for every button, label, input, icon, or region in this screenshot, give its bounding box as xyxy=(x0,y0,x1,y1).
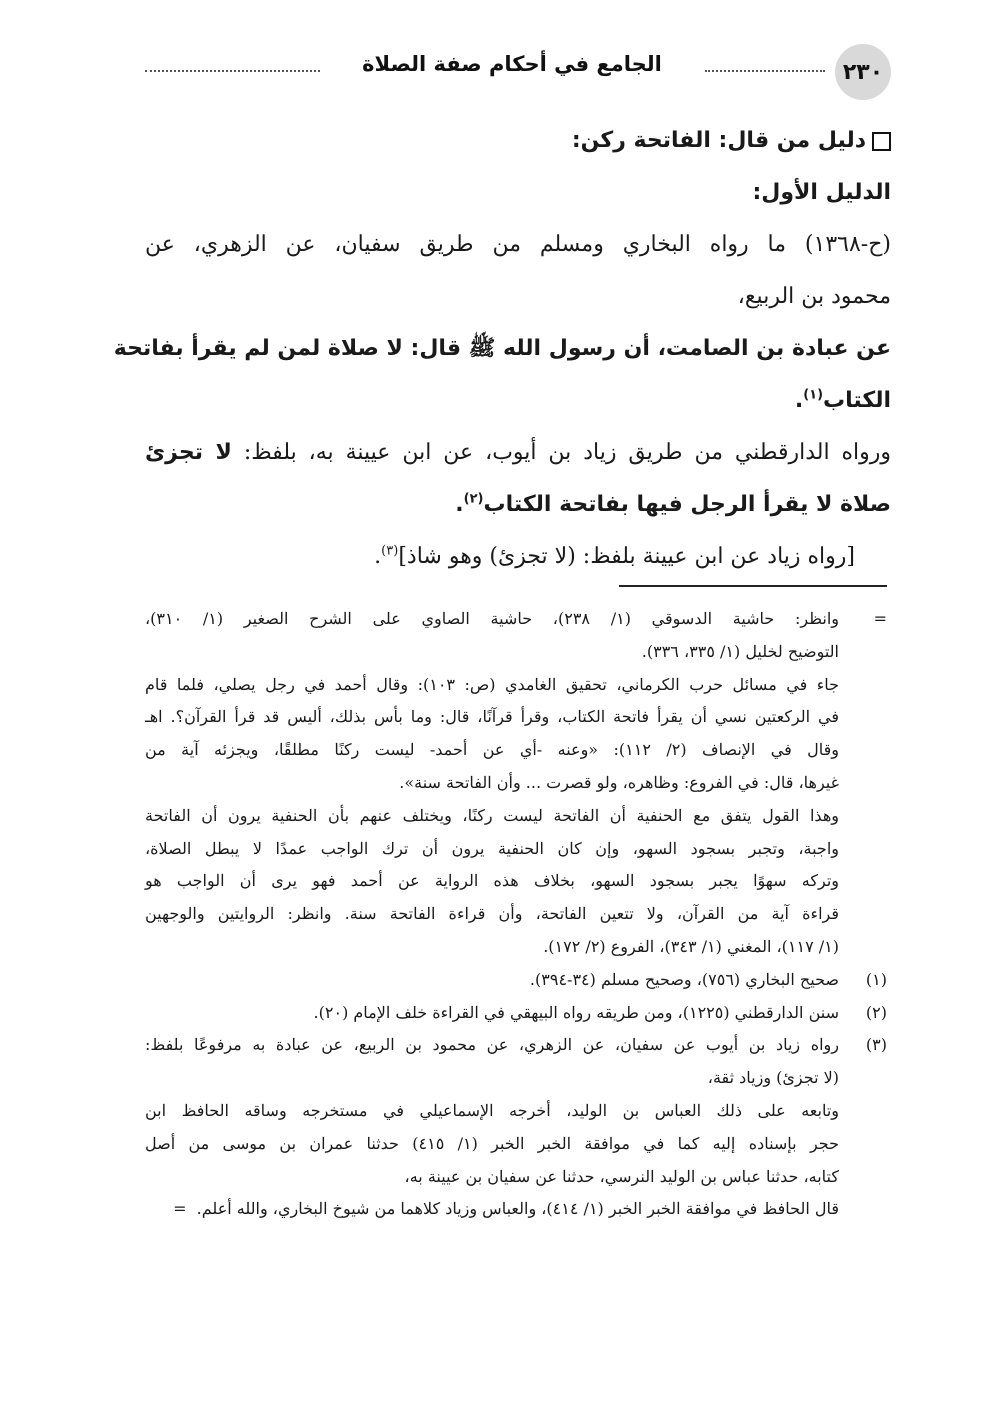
footnote-3-line: حجر بإسناده إليه كما في موافقة الخبر الخبر (١/ ٤١٥) حدثنا عمران بن موسى من أصل xyxy=(145,1133,839,1153)
hadith-text-line-1: عن عبادة بن الصامت، أن رسول الله ﷺ قال: لا صلاة لمن لم يقرأ بفاتحة xyxy=(113,336,891,361)
daraqutni-line-1: ورواه الدارقطني من طريق زياد بن أيوب، عن ابن عيينة به، بلفظ: لا تجزئ xyxy=(145,440,891,465)
footnote-continued-line: وهذا القول يتفق مع الحنفية أن الفاتحة ليست ركنًا، ويختلف عنهم بأن الحنفية يرون أن الفاتحة xyxy=(145,805,839,825)
daraqutni-line-2: صلاة لا يقرأ الرجل فيها بفاتحة الكتاب$^{(٢)}$. xyxy=(455,491,891,517)
footnote-continued-line: واجبة، وتجبر بسجود السهو، وإن كان الحنفية يرون أن ترك الواجب عمدًا لا يبطل الصلاة، xyxy=(145,838,839,858)
footnote-continued-line: قراءة آية من القرآن، ولا تتعين الفاتحة، وأن قراءة الفاتحة سنة. وانظر: الروايتين والوجهين xyxy=(145,904,839,924)
footnote-3-line: كتابه، حدثنا عباس بن الوليد النرسي، حدثنا عن سفيان بن عيينة به، xyxy=(404,1166,839,1186)
footnote-continued-line: وتركه سهوًا يجبر بسجود السهو، بخلاف هذه الرواية عن أحمد فهو يرى أن الواجب هو xyxy=(145,871,839,891)
footnote-ref-3[interactable]: (٣) xyxy=(381,543,399,559)
section-heading: دليل من قال: الفاتحة ركن: xyxy=(145,115,891,167)
footnote-separator xyxy=(619,585,887,587)
footnote-3-line: (لا تجزئ) وزياد ثقة، xyxy=(707,1068,839,1088)
footnote-number: (٢) xyxy=(865,1002,887,1022)
book-title: الجامع في أحكام صفة الصلاة xyxy=(362,52,662,76)
hadith-intro-line-1: (ح-١٣٦٨) ما رواه البخاري ومسلم من طريق سفيان، عن الزهري، عن xyxy=(145,232,891,257)
continuation-mark: = xyxy=(873,609,887,628)
footnote-3-line: وتابعه على ذلك العباس بن الوليد، أخرجه الإسماعيلي في مستخرجه وساقه الحافظ ابن xyxy=(145,1100,839,1120)
footnote-continued-line: (١/ ١١٧)، المغني (١/ ٣٤٣)، الفروع (٢/ ١٧٢). xyxy=(543,936,839,956)
main-text xyxy=(113,115,891,583)
footnote-continued-line: = وانظر: حاشية الدسوقي (١/ ٢٣٨)، حاشية الصاوي على الشرح الصغير (١/ ٣١٠)، xyxy=(145,603,891,636)
page-number-badge: ٢٣٠ xyxy=(835,44,891,100)
header-dotted-leader-left xyxy=(145,70,320,72)
hadith-intro-line-2: محمود بن الربيع، xyxy=(737,284,891,309)
hadith-text-line-2: الكتاب$^{(١)}$. xyxy=(794,387,891,413)
footnote-3-line: قال الحافظ في موافقة الخبر الخبر (١/ ٤١٤)، والعباس وزياد كلاهما من شيوخ البخاري، والله أعلم. = xyxy=(173,1199,839,1219)
footnotes xyxy=(145,603,891,1226)
footnote-number: (٣) xyxy=(865,1035,887,1055)
footnote-number: (١) xyxy=(865,969,887,989)
footnote-3: (٣) رواه زياد بن أيوب عن سفيان، عن الزهري، عن محمود بن الربيع، عن عبادة به مرفوعًا بلفظ: xyxy=(145,1029,891,1062)
evidence-heading: الدليل الأول: xyxy=(752,180,891,205)
footnote-continued-line: في الركعتين نسي أن يقرأ فاتحة الكتاب، وقرأ قرآنًا، قال: وما بأس بذلك، أليس قد قرأ القرآن؟. اهـ xyxy=(145,707,839,727)
ruling-line: [رواه زياد عن ابن عيينة بلفظ: (لا تجزئ) وهو شاذ]$^{(٣)}$. xyxy=(374,543,855,569)
footnote-continued-line: جاء في مسائل حرب الكرماني، تحقيق الغامدي (ص: ١٠٣): وقال أحمد في رجل يصلي، فلما قام xyxy=(145,674,840,694)
header-dotted-leader-right xyxy=(705,70,825,72)
footnote-continued-line: التوضيح لخليل (١/ ٣٣٥، ٣٣٦). xyxy=(641,641,839,661)
footnote-continued-line: وقال في الإنصاف (٢/ ١١٢): «وعنه -أي عن أحمد- ليست ركنًا مطلقًا، ويجزئه آية من xyxy=(145,740,840,760)
footnote-ref-1[interactable]: (١) xyxy=(803,387,824,403)
footnote-2: (٢) سنن الدارقطني (١٢٢٥)، ومن طريقه رواه البيهقي في القراءة خلف الإمام (٢٠). xyxy=(145,997,891,1030)
running-header xyxy=(145,44,891,100)
footnote-continued-line: غيرها، قال: في الفروع: وظاهره، ولو قصرت ... وأن الفاتحة سنة». xyxy=(399,772,839,792)
continuation-mark: = xyxy=(173,1199,187,1219)
footnote-ref-2[interactable]: (٢) xyxy=(463,491,484,507)
footnote-1: (١) صحيح البخاري (٧٥٦)، وصحيح مسلم (٣٤-٣٩٤). xyxy=(145,964,891,997)
checkbox-icon xyxy=(872,132,891,151)
